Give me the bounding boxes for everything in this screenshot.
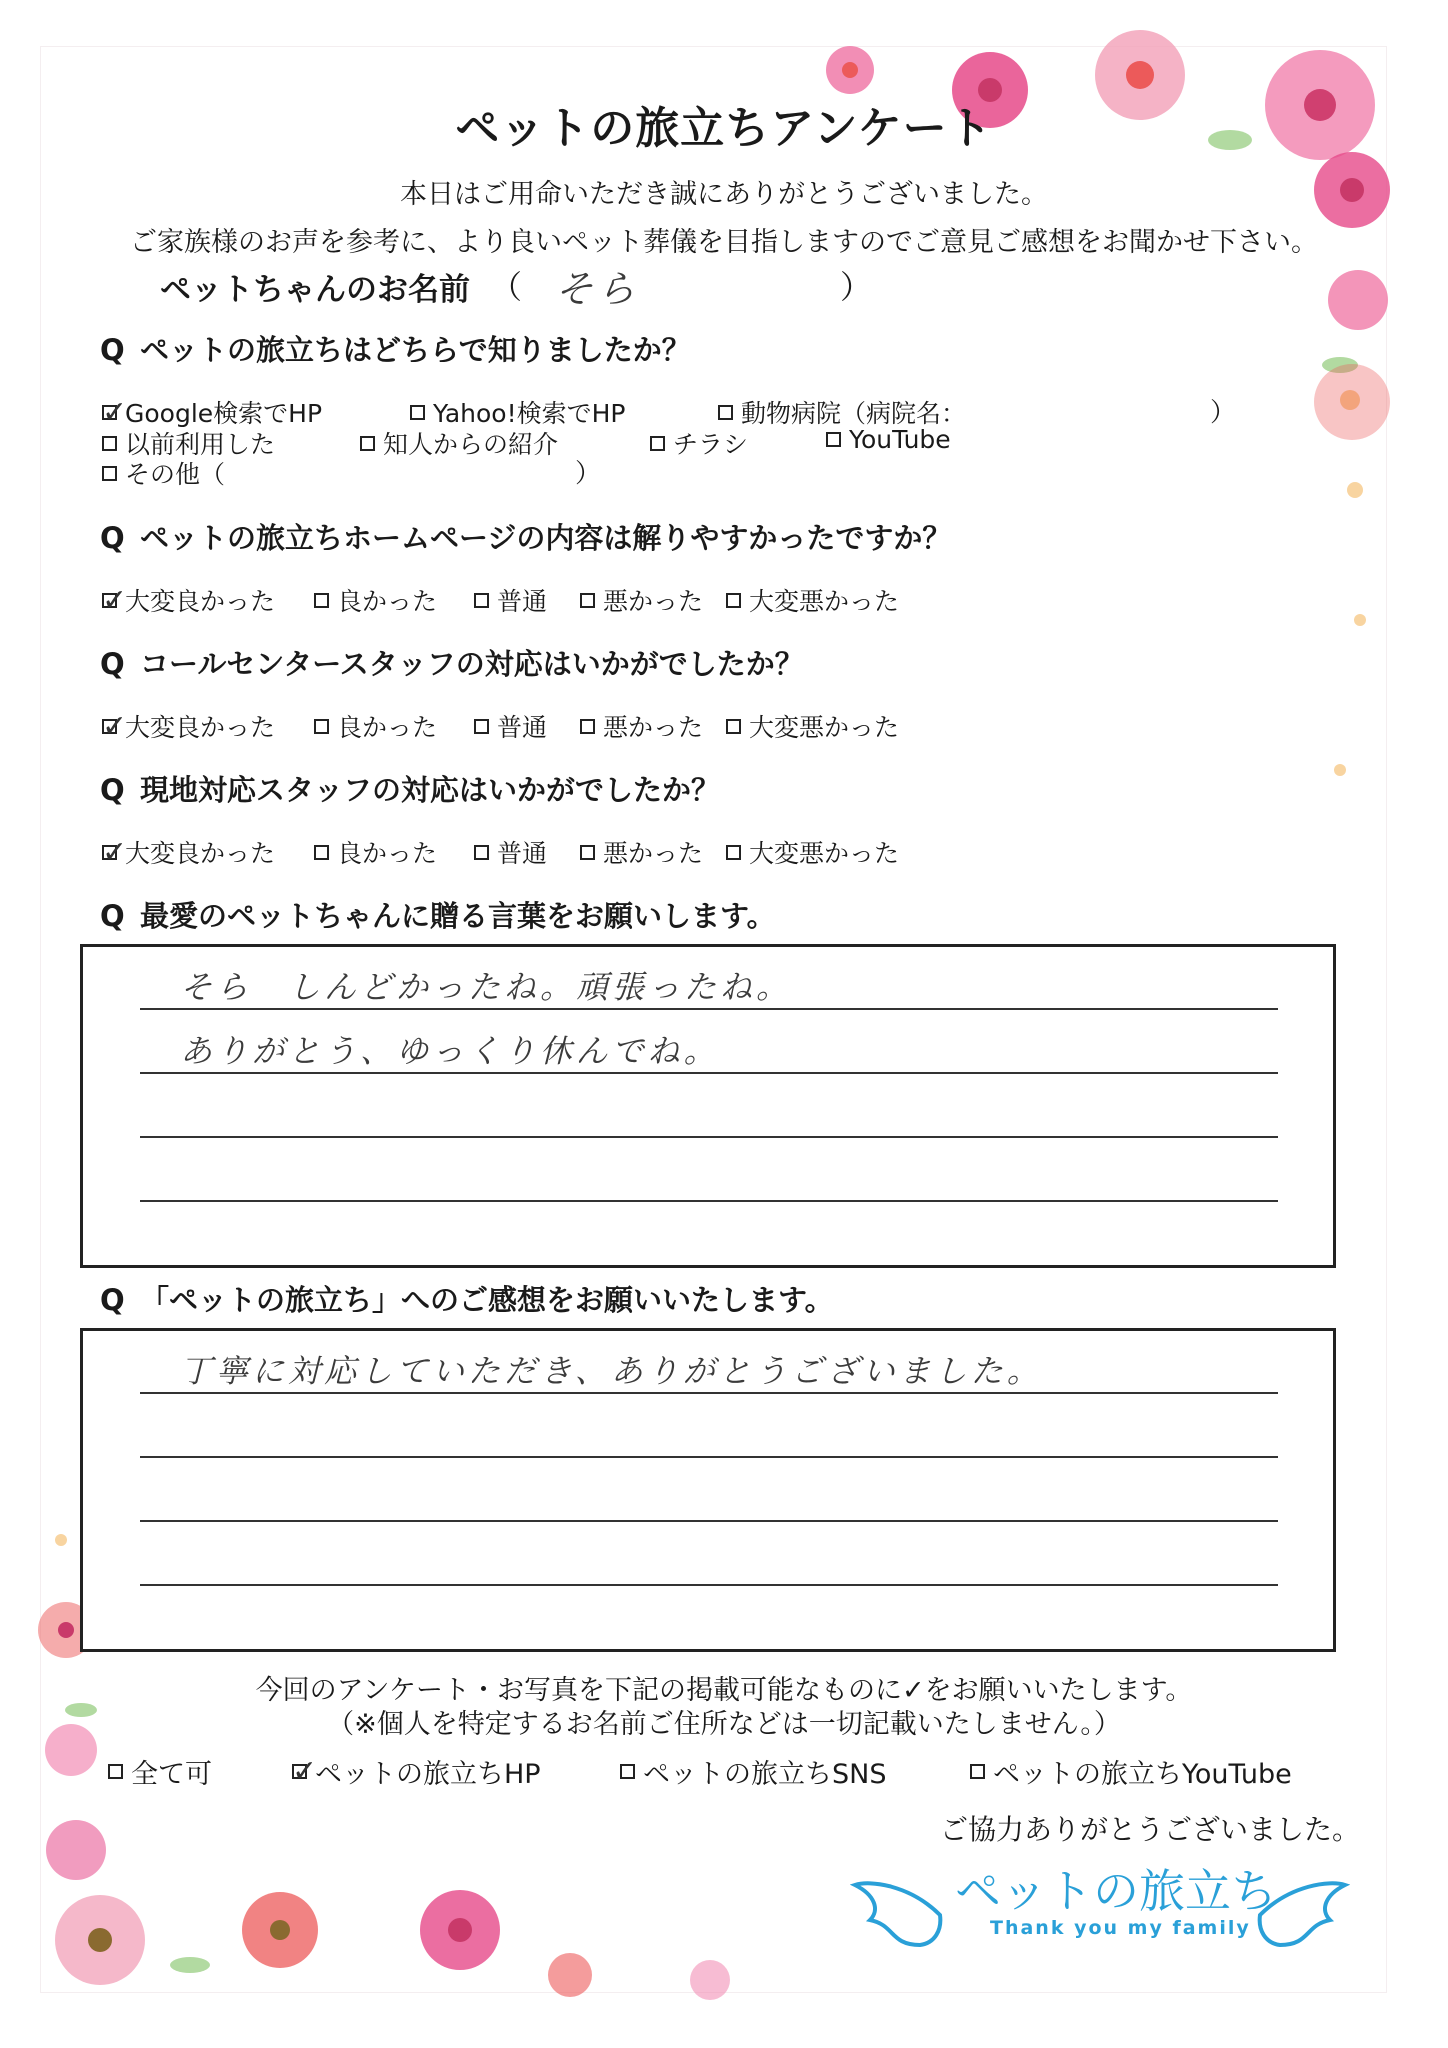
writing-line [140,1584,1278,1586]
option-label: Yahoo!検索でHP [433,399,626,428]
checkbox[interactable] [474,593,489,608]
checkbox[interactable] [108,1764,123,1779]
intro-line-1: 本日はご用命いただき誠にありがとうございました。 [400,179,1048,210]
checkbox[interactable] [620,1764,635,1779]
q4-option-average[interactable] [474,834,547,870]
option-label: ペットの旅立ちYouTube [993,1759,1292,1790]
checkbox[interactable] [102,436,117,451]
pet-name-open-paren: （ [490,268,523,306]
q3-option-good[interactable] [314,708,437,744]
question-6 [100,1278,834,1319]
q-mark: Q [100,333,125,367]
option-label: 動物病院（病院名： [741,399,967,428]
checkbox[interactable] [650,436,665,451]
feedback-answer-line-1: 丁寧に対応していただき、ありがとうございました。 [180,1352,1043,1390]
question-2 [100,516,951,557]
publish-option-youtube[interactable] [970,1752,1292,1791]
checkmark-icon: ✓ [102,582,128,618]
q2-option-very-good[interactable] [102,582,275,618]
pet-name-label: ペットちゃんのお名前 [160,272,470,308]
q4-option-very-good[interactable] [102,834,275,870]
writing-line [140,1072,1278,1074]
publish-instruction-line-2: （※個人を特定するお名前ご住所などは一切記載いたしません。） [327,1709,1121,1740]
option-label: 悪かった [603,587,704,616]
q4-option-very-bad[interactable] [726,834,899,870]
question-1-text: ペットの旅立ちはどちらで知りましたか？ [140,333,691,367]
option-label: 普通 [497,713,548,742]
question-5-text: 最愛のペットちゃんに贈る言葉をお願いします。 [140,899,776,933]
q1-other-close-paren: ） [575,459,602,489]
q1-vet-close-paren: ） [1210,398,1237,428]
checkbox[interactable] [726,593,741,608]
writing-line [140,1008,1278,1010]
option-label: ペットの旅立ちHP [315,1759,541,1790]
flower-decoration-bottom [50,1870,790,2000]
option-label: その他（ [125,460,226,489]
option-label: 大変良かった [125,713,276,742]
flower-icon [55,1890,730,2000]
q4-option-bad[interactable] [580,834,703,870]
q2-option-very-bad[interactable] [726,582,899,618]
publish-instruction-line-1: 今回のアンケート・お写真を下記の掲載可能なものに✓をお願いいたします。 [255,1675,1193,1706]
checkbox[interactable] [726,719,741,734]
writing-line [140,1456,1278,1458]
checkbox[interactable] [726,845,741,860]
q-mark: Q [100,521,125,555]
question-4 [100,768,720,809]
pet-name-close-paren: ） [840,268,873,306]
logo-tagline: Thank you my family [990,1917,1251,1939]
publish-option-hp[interactable] [292,1752,541,1791]
message-answer-line-1: そら しんどかったね。頑張ったね。 [180,968,793,1006]
checkbox[interactable] [474,719,489,734]
checkbox[interactable] [292,1754,318,1789]
q2-option-bad[interactable] [580,582,703,618]
checkbox[interactable] [580,845,595,860]
question-2-text: ペットの旅立ちホームページの内容は解りやすかったですか？ [140,521,952,555]
option-label: 良かった [337,587,438,616]
writing-line [140,1520,1278,1522]
q-mark: Q [100,647,125,681]
checkmark-icon: ✓ [102,394,128,430]
checkbox[interactable] [314,719,329,734]
question-1 [100,328,691,369]
page-title: ペットの旅立ちアンケート [455,103,993,154]
checkbox[interactable] [314,593,329,608]
q1-option-flyer[interactable] [650,425,748,461]
option-label: 良かった [337,713,438,742]
checkbox[interactable] [474,845,489,860]
q1-option-other[interactable] [102,455,225,491]
thanks-message: ご協力ありがとうございました。 [940,1813,1361,1846]
checkbox[interactable] [580,719,595,734]
question-4-text: 現地対応スタッフの対応はいかがでしたか？ [140,773,721,807]
option-label: 知人からの紹介 [383,430,559,459]
q-mark: Q [100,773,125,807]
option-label: 大変悪かった [749,713,900,742]
option-label: 大変悪かった [749,839,900,868]
option-label: 以前利用した [125,430,276,459]
checkbox[interactable] [718,405,733,420]
checkbox[interactable] [102,394,128,430]
checkbox[interactable] [102,466,117,481]
checkmark-icon: ✓ [292,1754,318,1789]
option-label: 大変悪かった [749,587,900,616]
option-label: Google検索でHP [125,399,323,428]
checkbox[interactable] [102,708,128,744]
checkbox[interactable] [970,1764,985,1779]
writing-line [140,1136,1278,1138]
option-label: 普通 [497,839,548,868]
option-label: 悪かった [603,713,704,742]
question-3-text: コールセンタースタッフの対応はいかがでしたか？ [140,647,804,681]
q2-option-good[interactable] [314,582,437,618]
option-label: ペットの旅立ちSNS [643,1759,887,1790]
checkbox[interactable] [580,593,595,608]
checkbox[interactable] [314,845,329,860]
checkbox[interactable] [410,405,425,420]
question-5 [100,894,776,935]
checkbox[interactable] [102,834,128,870]
q-mark: Q [100,1283,125,1317]
q1-option-youtube[interactable] [826,425,951,454]
option-label: チラシ [673,430,749,459]
q2-option-average[interactable] [474,582,547,618]
intro-line-2: ご家族様のお声を参考に、より良いペット葬儀を目指しますのでご意見ご感想をお聞かせ下さい。 [130,227,1318,258]
checkmark-icon: ✓ [102,834,128,870]
publish-option-sns[interactable] [620,1752,886,1791]
logo-text: ペットの旅立ち [955,1864,1277,1918]
writing-line [140,1392,1278,1394]
pet-name-value[interactable]: そら [555,267,640,311]
brand-logo [850,1855,1350,1965]
q-mark: Q [100,899,125,933]
checkbox[interactable] [826,432,841,447]
q3-option-bad[interactable] [580,708,703,744]
option-label: YouTube [849,425,951,454]
question-6-text: 「ペットの旅立ち」へのご感想をお願いいたします。 [140,1283,834,1317]
option-label: 大変良かった [125,839,276,868]
option-label: 大変良かった [125,587,276,616]
q3-option-average[interactable] [474,708,547,744]
option-label: 普通 [497,587,548,616]
option-label: 全て可 [131,1759,212,1790]
q4-option-good[interactable] [314,834,437,870]
option-label: 良かった [337,839,438,868]
checkmark-icon: ✓ [102,708,128,744]
q3-option-very-good[interactable] [102,708,275,744]
option-label: 悪かった [603,839,704,868]
writing-line [140,1200,1278,1202]
question-3 [100,642,804,683]
message-answer-line-2: ありがとう、ゆっくり休んでね。 [180,1032,720,1070]
publish-option-all[interactable] [108,1752,212,1791]
q1-option-referral[interactable] [360,425,558,461]
checkbox[interactable] [360,436,375,451]
q3-option-very-bad[interactable] [726,708,899,744]
checkbox[interactable] [102,582,128,618]
